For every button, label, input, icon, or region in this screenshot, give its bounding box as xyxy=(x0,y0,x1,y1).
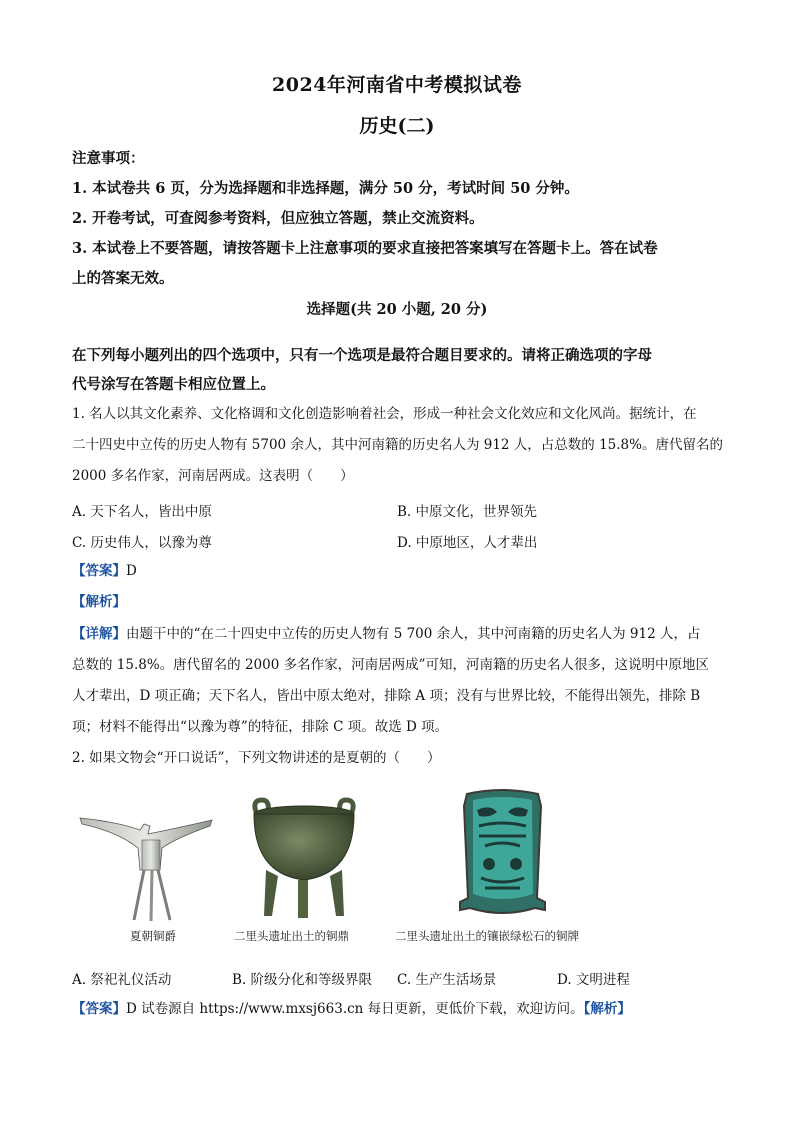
q1-option-a: A. 天下名人，皆出中原 xyxy=(72,504,212,520)
caption-jue: 夏朝铜爵 xyxy=(130,929,176,943)
notice-item-2: 2. 开卷考试，可查阅参考资料，但应独立答题，禁止交流资料。 xyxy=(72,210,484,227)
detail-tag: 【详解】 xyxy=(72,626,126,642)
exam-subtitle: 历史(二) xyxy=(359,115,435,137)
answer-tag: 【答案】 xyxy=(72,563,126,579)
answer-tag-2: 【答案】 xyxy=(72,1001,126,1017)
caption-ding: 二里头遗址出土的铜鼎 xyxy=(234,929,349,943)
q2-stem: 2. 如果文物会“开口说话”，下列文物讲述的是夏朝的（ ） xyxy=(72,750,441,766)
q1-option-d: D. 中原地区，人才辈出 xyxy=(397,535,538,551)
q1-stem-line-3: 2000 多名作家，河南居两成。这表明（ ） xyxy=(72,468,354,484)
q1-stem-line-1: 1. 名人以其文化素养、文化格调和文化创造影响着社会，形成一种社会文化效应和文化风尚。据统计，在 xyxy=(72,406,697,422)
q1-analysis-tag xyxy=(72,587,722,618)
section-instruction xyxy=(72,341,732,399)
q1-detail-line-1: 【详解】由题干中的“在二十四史中立传的历史人物有 5 700 余人，其中河南籍的历史名人为 912 人，占 xyxy=(72,626,701,642)
notice-item-1: 1. 本试卷共 6 页，分为选择题和非选择题，满分 50 分，考试时间 50 分钟。 xyxy=(72,180,579,197)
answer-value: D xyxy=(126,563,137,579)
q1-option-b: B. 中原文化，世界领先 xyxy=(397,504,538,520)
q1-detail-line-4: 项；材料不能得出“以豫为尊”的特征，排除 C 项。故选 D 项。 xyxy=(72,719,449,735)
answer-text-2: D 试卷源自 https://www.mxsj663.cn 每日更新，更低价下载，欢迎访问。 xyxy=(126,1001,584,1017)
q2-answer-line xyxy=(72,997,631,1017)
q1-option-c: C. 历史伟人，以豫为尊 xyxy=(72,535,212,551)
analysis-tag: 【解析】 xyxy=(72,594,126,610)
analysis-tag-2: 【解析】 xyxy=(583,1001,631,1017)
q2-option-a: A. 祭祀礼仪活动 xyxy=(72,972,172,988)
section-heading: 选择题(共 20 小题, 20 分) xyxy=(306,301,488,318)
q1-detail-line-3: 人才辈出，D 项正确；天下名人，皆出中原太绝对，排除 A 项；没有与世界比较，不能得出领先，排除 B xyxy=(72,688,701,704)
q1-answer xyxy=(72,556,722,587)
notice-heading: 注意事项： xyxy=(72,150,145,167)
exam-title: 2024年河南省中考模拟试卷 xyxy=(272,74,522,96)
q1-detail-line-2: 总数的 15.8%。唐代留名的 2000 多名作家，河南居两成”可知，河南籍的历史名人很多，这说明中原地区 xyxy=(72,657,710,673)
notice-item-3-cont: 上的答案无效。 xyxy=(72,270,174,287)
instruction-line-2: 代号涂写在答题卡相应位置上。 xyxy=(72,376,275,393)
q1-stem-line-2: 二十四史中立传的历史人物有 5700 余人，其中河南籍的历史名人为 912 人，占总数的 15.8%。唐代留名的 xyxy=(72,437,723,453)
notice-item-3: 3. 本试卷上不要答题，请按答题卡上注意事项的要求直接把答案填写在答题卡上。答在试卷 xyxy=(72,240,658,257)
q2-option-b: B. 阶级分化和等级界限 xyxy=(232,972,373,988)
turquoise-plaque-image xyxy=(455,786,550,918)
caption-plaque: 二里头遗址出土的镶嵌绿松石的铜牌 xyxy=(395,929,579,943)
q2-option-c: C. 生产生活场景 xyxy=(397,972,497,988)
q2-option-d: D. 文明进程 xyxy=(557,972,630,988)
instruction-line-1: 在下列每小题列出的四个选项中，只有一个选项是最符合题目要求的。请将正确选项的字母 xyxy=(72,347,652,364)
bronze-jue-image xyxy=(78,808,218,923)
bronze-ding-image xyxy=(248,796,360,920)
